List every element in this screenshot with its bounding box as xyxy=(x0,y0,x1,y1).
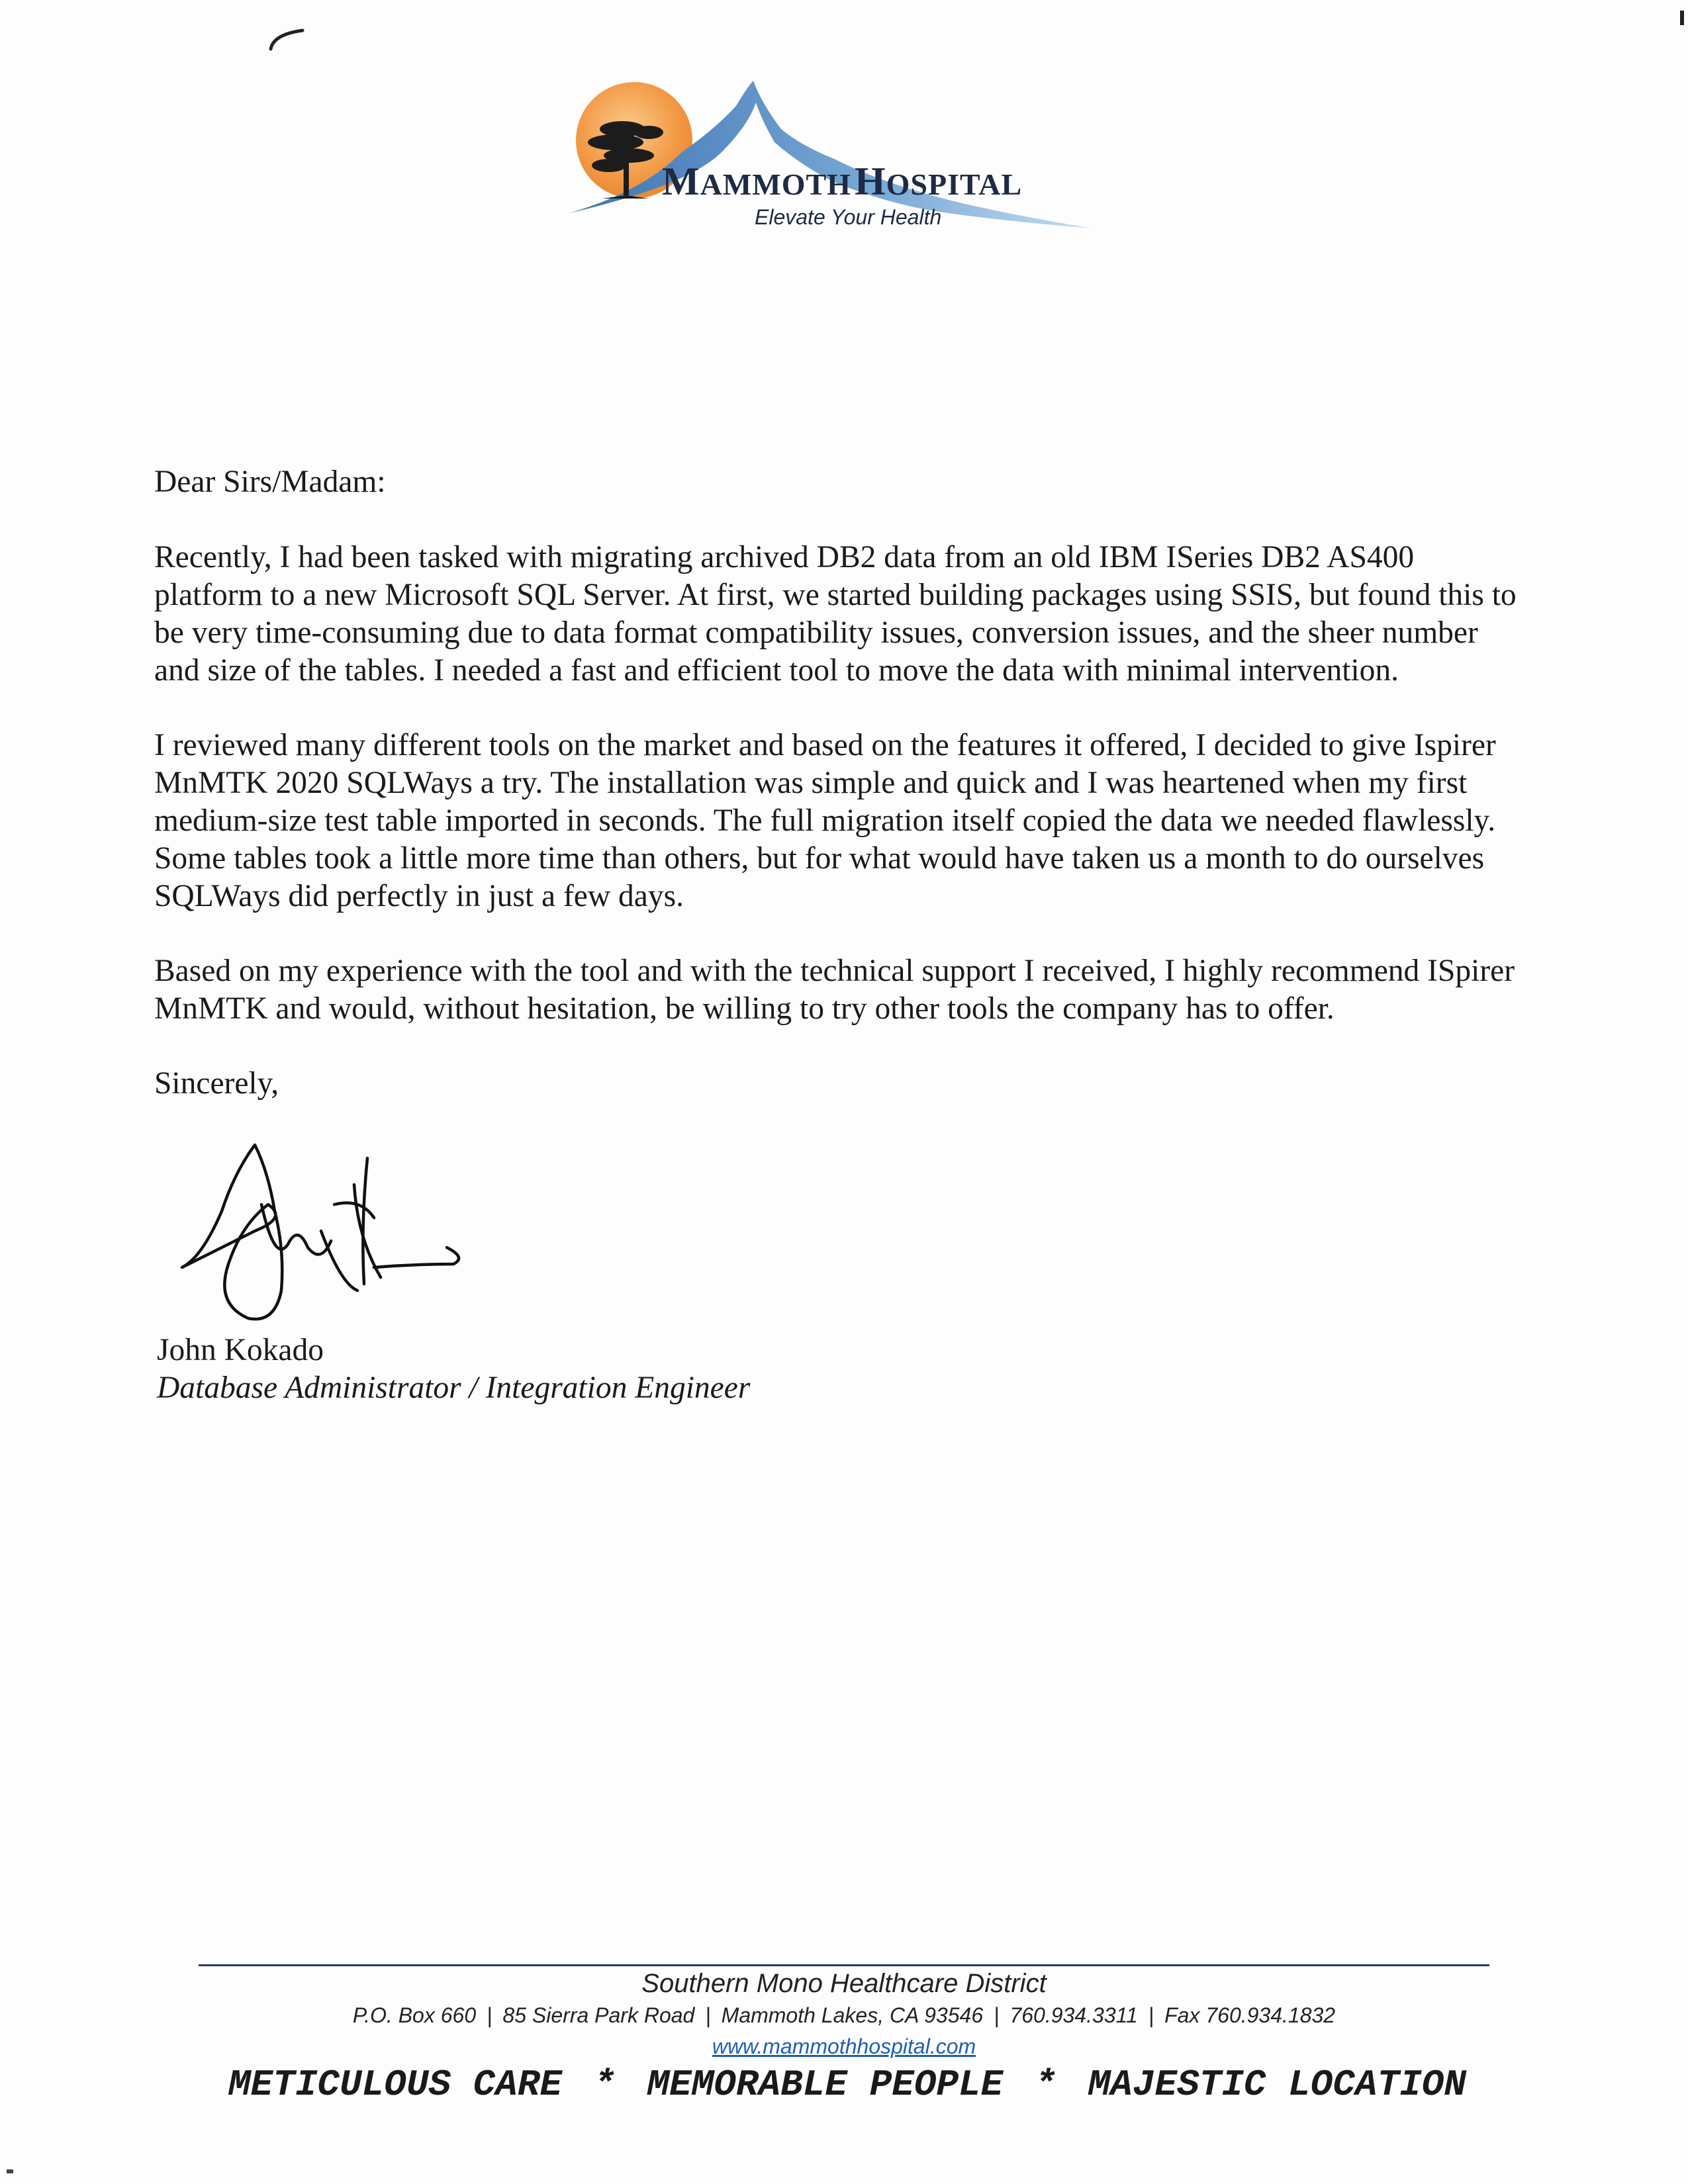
letter-body xyxy=(154,463,1518,1103)
motto-separator: * xyxy=(1034,2064,1057,2106)
paragraph: Recently, I had been tasked with migrating archived DB2 data from an old IBM ISeries DB2 AS400 platform to a new Microsoft SQL Server. At first, we started building packages using SSIS, but found this to be very time-consuming due to data format compatibility issues, conversion issues, and the sheer number and size of the tables. I needed a fast and efficient tool to move the data with minimal intervention. xyxy=(154,540,1517,688)
footer-separator: | xyxy=(1148,2003,1154,2027)
logo-title-rest: OSPITAL xyxy=(886,167,1023,201)
footer-separator: | xyxy=(994,2003,1000,2027)
signer-block xyxy=(157,1332,750,1407)
footer-separator: | xyxy=(705,2003,711,2027)
motto-item: MAJESTIC LOCATION xyxy=(1088,2064,1466,2106)
footer-city: Mammoth Lakes, CA 93546 xyxy=(721,2003,984,2027)
footer-motto xyxy=(228,2064,1466,2106)
paragraph: Based on my experience with the tool and with the technical support I received, I highly recommend ISpirer MnMTK and would, without hesitation, be willing to try other tools the company has to offer. xyxy=(154,954,1515,1026)
signer-title: Database Administrator / Integration Engineer xyxy=(157,1371,751,1405)
footer-fax: Fax 760.934.1832 xyxy=(1164,2003,1336,2027)
logo-title-rest: AMMOTH xyxy=(700,167,851,201)
website-link[interactable]: www.mammothhospital.com xyxy=(712,2034,976,2058)
footer-address xyxy=(0,2003,1688,2028)
logo-title-initial: M xyxy=(662,159,700,203)
scan-mark xyxy=(7,2169,13,2173)
motto-item: MEMORABLE PEOPLE xyxy=(647,2064,1004,2106)
footer-street: 85 Sierra Park Road xyxy=(502,2003,695,2027)
paragraph: I reviewed many different tools on the market and based on the features it offered, I decided to give Ispirer MnMTK 2020 SQLWays a try. The installation was simple and quick and I was heartened when my first medium-size test table imported in seconds. The full migration itself copied the data we needed flawlessly. Some tables took a little more time than others, but for what would have taken us a month to do ourselves SQLWays did perfectly in just a few days. xyxy=(154,728,1496,913)
logo-tagline: Elevate Your Health xyxy=(755,205,942,229)
footer-separator: | xyxy=(487,2003,492,2027)
footer-divider xyxy=(199,1964,1489,1966)
signer-name: John Kokado xyxy=(157,1333,324,1367)
footer-website xyxy=(0,2034,1688,2059)
signature-image xyxy=(175,1132,467,1330)
logo-title xyxy=(662,159,1022,205)
footer-po-box: P.O. Box 660 xyxy=(352,2003,477,2027)
salutation: Dear Sirs/Madam: xyxy=(154,465,386,499)
scan-mark xyxy=(268,26,308,53)
footer-organization: Southern Mono Healthcare District xyxy=(641,1969,1047,1998)
logo-title-initial: H xyxy=(854,159,886,203)
hospital-logo xyxy=(563,66,1112,245)
motto-item: METICULOUS CARE xyxy=(228,2064,563,2106)
motto-separator: * xyxy=(593,2064,616,2106)
footer-phone: 760.934.3311 xyxy=(1009,2003,1138,2027)
closing: Sincerely, xyxy=(154,1066,279,1101)
scan-mark xyxy=(1680,11,1684,25)
